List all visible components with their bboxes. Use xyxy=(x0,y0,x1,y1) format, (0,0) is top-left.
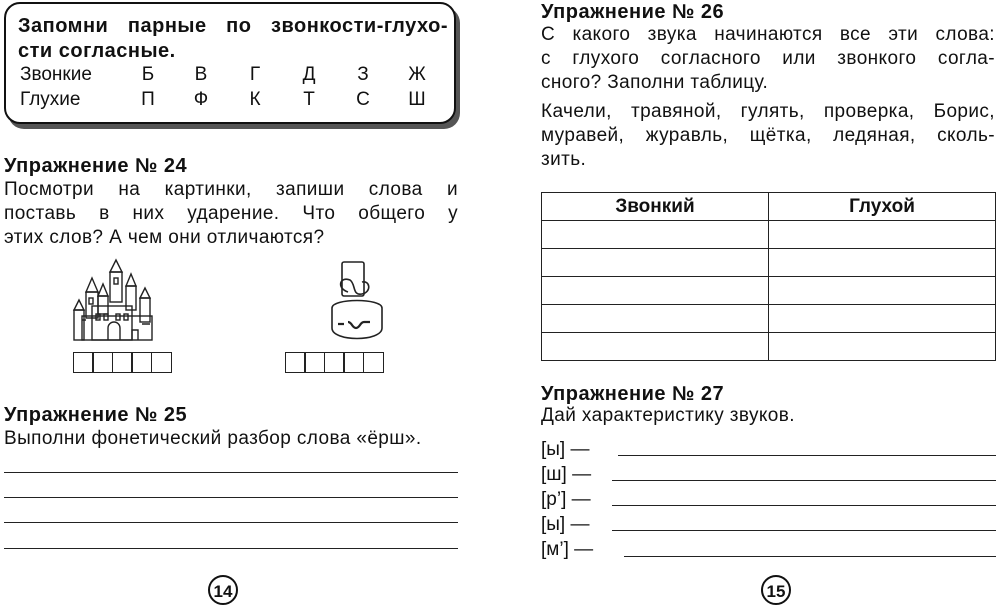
column-header-voiceless: Глухой xyxy=(769,193,996,221)
page-number-right: 15 xyxy=(761,575,791,605)
voiced-letter: Б xyxy=(141,64,155,85)
sound-label: [р’] — xyxy=(541,489,591,510)
sound-label: [ы] — xyxy=(541,439,590,460)
sound-label: [ы] — xyxy=(541,514,590,535)
voiced-letter: Д xyxy=(302,64,316,85)
table-cell[interactable] xyxy=(769,249,996,277)
answer-cells-2[interactable] xyxy=(286,352,384,373)
table-cell[interactable] xyxy=(769,277,996,305)
answer-line[interactable] xyxy=(624,556,996,557)
column-header-voiced: Звонкий xyxy=(542,193,769,221)
answer-line[interactable] xyxy=(612,480,996,481)
ex26-title: Упражнение № 26 xyxy=(541,1,725,23)
answer-line[interactable] xyxy=(618,455,996,456)
sound-label: [ш] — xyxy=(541,464,592,485)
table-cell[interactable] xyxy=(542,249,769,277)
ex24-text: Посмотри на картинки, запиши слова и поставь в них ударение. Что общего у этих слов? А чем они отличаются? xyxy=(4,179,458,248)
table-cell[interactable] xyxy=(542,333,769,361)
ex25-text: Выполни фонетический разбор слова «ёрш». xyxy=(4,428,422,449)
voiced-letter: Ж xyxy=(408,64,426,85)
voiceless-letter: П xyxy=(141,89,155,110)
voiceless-letter: Ф xyxy=(193,89,209,110)
voiced-label: Звонкие xyxy=(20,64,92,85)
ex24-title: Упражнение № 24 xyxy=(4,155,188,177)
ex27-text: Дай характеристику звуков. xyxy=(541,405,795,426)
voiced-letter: Г xyxy=(249,64,261,85)
ex27-title: Упражнение № 27 xyxy=(541,383,725,405)
answer-line[interactable] xyxy=(4,497,458,498)
table-cell[interactable] xyxy=(542,277,769,305)
voiceless-letter: Т xyxy=(303,89,315,110)
castle-picture xyxy=(72,258,162,346)
voiceless-label: Глухие xyxy=(20,89,81,110)
voiced-letter: В xyxy=(194,64,208,85)
table-cell[interactable] xyxy=(542,221,769,249)
answer-table xyxy=(541,192,996,361)
table-cell[interactable] xyxy=(542,305,769,333)
table-cell[interactable] xyxy=(769,333,996,361)
answer-line[interactable] xyxy=(4,522,458,523)
ex26-words: Качели, травяной, гулять, проверка, Борис, муравей, журавль, щётка, ледяная, сколь- зить. xyxy=(541,101,995,170)
answer-line[interactable] xyxy=(612,530,996,531)
answer-cells-1[interactable] xyxy=(74,352,172,373)
table-cell[interactable] xyxy=(769,221,996,249)
voiced-letter: З xyxy=(357,64,369,85)
page-number-left: 14 xyxy=(208,575,238,605)
rule-title: Запомни парные по звонкости-глухо- сти согласные. xyxy=(18,15,448,62)
ex25-title: Упражнение № 25 xyxy=(4,404,188,426)
answer-line[interactable] xyxy=(612,505,996,506)
voiceless-letter: К xyxy=(249,89,261,110)
table-cell[interactable] xyxy=(769,305,996,333)
ex26-text: С какого звука начинаются все эти слова: с глухого согласного или звонкого согла- сного? Заполни таблицу. xyxy=(541,24,995,93)
sound-label: [м’] — xyxy=(541,539,594,560)
answer-line[interactable] xyxy=(4,548,458,549)
voiceless-letter: С xyxy=(356,89,370,110)
padlock-picture xyxy=(322,258,392,346)
answer-line[interactable] xyxy=(4,472,458,473)
voiceless-letter: Ш xyxy=(408,89,426,110)
